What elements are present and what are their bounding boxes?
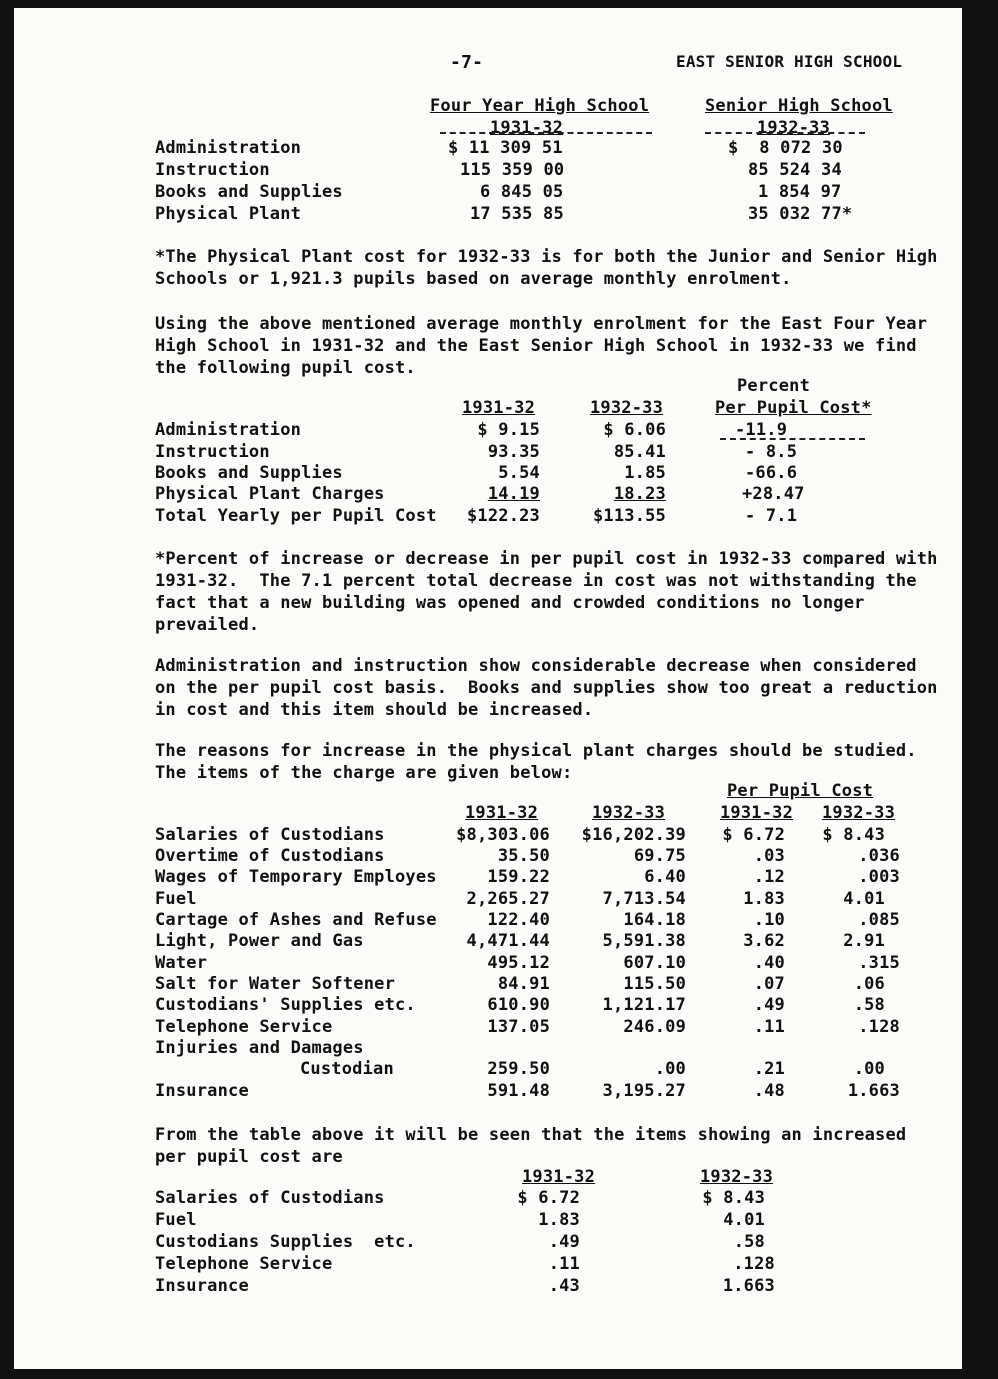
cell-value: .036 — [858, 846, 900, 866]
cell-value: $113.55 — [592, 506, 666, 526]
cell-value: -66.6 — [745, 463, 798, 483]
cell-value: 1 854 97 — [758, 182, 842, 202]
row-label: Telephone Service — [155, 1017, 333, 1037]
cell-value: .128 — [858, 1017, 900, 1037]
row-label: Fuel — [155, 1210, 197, 1230]
cell-value: .00 — [853, 1059, 885, 1079]
row-label: Cartage of Ashes and Refuse — [155, 910, 437, 930]
cell-value: 164.18 — [623, 910, 686, 930]
cell-value: .58 — [733, 1232, 765, 1252]
col-group-per-pupil: Per Pupil Cost — [727, 781, 874, 801]
cell-value: .03 — [753, 846, 785, 866]
cell-value: .06 — [853, 974, 885, 994]
cell-value: 3,195.27 — [602, 1081, 686, 1101]
cell-value: $ 6.72 — [722, 825, 785, 845]
cell-value: .315 — [858, 953, 900, 973]
cell-value: $ 11 309 51 — [448, 138, 563, 158]
cell-value: $ 6.06 — [603, 420, 666, 440]
cell-value: 35.50 — [497, 846, 550, 866]
cell-value: .12 — [753, 867, 785, 887]
cell-value: .128 — [733, 1254, 775, 1274]
col-header-year-1: 1931-32 — [490, 118, 564, 138]
page-number: -7- — [450, 52, 484, 73]
cell-value: 137.05 — [487, 1017, 550, 1037]
col-header-per-pupil: Per Pupil Cost* — [715, 398, 872, 418]
cell-value: 607.10 — [623, 953, 686, 973]
scan-edge-right — [962, 0, 998, 1379]
row-label: Books and Supplies — [155, 463, 343, 483]
col-header-year-3: 1931-32 — [720, 803, 794, 823]
cell-value: 3.62 — [743, 931, 785, 951]
cell-value: 7,713.54 — [602, 889, 686, 909]
cell-value: 6.40 — [644, 867, 686, 887]
scan-edge-left — [0, 0, 14, 1379]
cell-value: 69.75 — [633, 846, 686, 866]
cell-value: 6 845 05 — [480, 182, 564, 202]
col-header-year-1: 1931-32 — [462, 398, 536, 418]
cell-value: $ 8.43 — [822, 825, 885, 845]
row-label: Injuries and Damages — [155, 1038, 364, 1058]
cell-value: 18.23 — [613, 484, 666, 504]
col-header-year-1: 1931-32 — [522, 1167, 596, 1187]
cell-value: .43 — [548, 1276, 580, 1296]
cell-value: 122.40 — [487, 910, 550, 930]
col-header-percent: Percent — [737, 376, 811, 396]
cell-value: .49 — [548, 1232, 580, 1252]
cell-value: 1.85 — [624, 463, 666, 483]
cell-value: 17 535 85 — [470, 204, 564, 224]
cell-value: 495.12 — [487, 953, 550, 973]
dashed-rule — [440, 122, 652, 134]
cell-value: .11 — [548, 1254, 580, 1274]
cell-value: 14.19 — [487, 484, 540, 504]
row-label: Fuel — [155, 889, 197, 909]
cell-value: 35 032 77* — [748, 204, 853, 224]
cell-value: .48 — [753, 1081, 785, 1101]
row-label: Administration — [155, 138, 302, 158]
cell-value: 93.35 — [487, 442, 540, 462]
row-label: Physical Plant Charges — [155, 484, 385, 504]
cell-value: 4.01 — [843, 889, 885, 909]
row-label: Salt for Water Softener — [155, 974, 396, 994]
cell-value: $ 8 072 30 — [728, 138, 843, 158]
cell-value: 1.83 — [743, 889, 785, 909]
col-header-year-1: 1931-32 — [465, 803, 539, 823]
cell-value: - 8.5 — [745, 442, 798, 462]
cell-value: 85.41 — [613, 442, 666, 462]
row-label: Total Yearly per Pupil Cost — [155, 506, 437, 526]
row-label: Books and Supplies — [155, 182, 343, 202]
cell-value: +28.47 — [742, 484, 805, 504]
scan-edge-bottom — [0, 1369, 998, 1379]
cell-value: .07 — [753, 974, 785, 994]
row-label: Salaries of Custodians — [155, 1188, 385, 1208]
cell-value: 84.91 — [497, 974, 550, 994]
col-header-year-2: 1932-33 — [592, 803, 666, 823]
cell-value: 610.90 — [487, 995, 550, 1015]
dashed-rule — [720, 430, 865, 440]
row-label: Light, Power and Gas — [155, 931, 364, 951]
cell-value: 591.48 — [487, 1081, 550, 1101]
footnote-percent: *Percent of increase or decrease in per pupil cost in 1932-33 compared with 1931-32. The 7.1 percent total decrease in cost was not withstanding the fact that a new building was opened and crowded conditions no longer prevailed. — [155, 549, 949, 635]
cell-value: 5.54 — [498, 463, 540, 483]
cell-value: .11 — [753, 1017, 785, 1037]
paragraph-admin-instruction: Administration and instruction show considerable decrease when considered on the per pupil cost basis. Books and supplies show too great a reduction in cost and this item should be increased. — [155, 656, 949, 720]
cell-value: .40 — [753, 953, 785, 973]
dashed-rule — [705, 122, 865, 134]
scan-edge-top — [0, 0, 998, 8]
cell-value: .21 — [753, 1059, 785, 1079]
row-label: Custodians Supplies etc. — [155, 1232, 416, 1252]
cell-value: .10 — [753, 910, 785, 930]
paragraph-increased-items: From the table above it will be seen that the items showing an increased per pupil cost are — [155, 1125, 917, 1167]
cell-value: -11.9 — [735, 420, 788, 440]
row-label: Instruction — [155, 442, 270, 462]
paragraph-physical-plant: The reasons for increase in the physical plant charges should be studied. The items of the charge are given below: — [155, 741, 928, 783]
cell-value: 1.663 — [847, 1081, 900, 1101]
row-label: Insurance — [155, 1081, 249, 1101]
cell-value: 259.50 — [487, 1059, 550, 1079]
cell-value: 115.50 — [623, 974, 686, 994]
paragraph-pupil-cost-intro: Using the above mentioned average monthly enrolment for the East Four Year High School in 1931-32 and the East Senior High School in 1932-33 we find the following pupil cost. — [155, 314, 938, 378]
cell-value: .58 — [853, 995, 885, 1015]
col-header-senior: Senior High School — [705, 96, 893, 116]
cell-value: 4,471.44 — [466, 931, 550, 951]
cell-value: 2,265.27 — [466, 889, 550, 909]
cell-value: .00 — [654, 1059, 686, 1079]
cell-value: 115 359 00 — [460, 160, 565, 180]
row-label: Salaries of Custodians — [155, 825, 385, 845]
cell-value: 85 524 34 — [748, 160, 842, 180]
cell-value: 1.83 — [538, 1210, 580, 1230]
row-label: Custodians' Supplies etc. — [155, 995, 416, 1015]
col-header-four-year: Four Year High School — [430, 96, 650, 116]
row-label: Water — [155, 953, 208, 973]
footnote-physical-plant: *The Physical Plant cost for 1932-33 is for both the Junior and Senior High Schools or 1,921.3 pupils based on average monthly enrolment. — [155, 247, 949, 289]
col-header-year-4: 1932-33 — [822, 803, 896, 823]
col-header-year-2: 1932-33 — [590, 398, 664, 418]
col-header-year-2: 1932-33 — [700, 1167, 774, 1187]
row-label: Instruction — [155, 160, 270, 180]
cell-value: 1.663 — [722, 1276, 775, 1296]
col-header-year-2: 1932-33 — [757, 118, 831, 138]
row-label: Telephone Service — [155, 1254, 333, 1274]
cell-value: - 7.1 — [745, 506, 798, 526]
cell-value: 4.01 — [723, 1210, 765, 1230]
row-label: Overtime of Custodians — [155, 846, 385, 866]
cell-value: 246.09 — [623, 1017, 686, 1037]
cell-value: $ 8.43 — [702, 1188, 765, 1208]
cell-value: $16,202.39 — [581, 825, 686, 845]
row-label: Physical Plant — [155, 204, 302, 224]
row-label: Insurance — [155, 1276, 249, 1296]
cell-value: 159.22 — [487, 867, 550, 887]
row-label: Administration — [155, 420, 302, 440]
cell-value: 1,121.17 — [602, 995, 686, 1015]
row-label: Wages of Temporary Employes — [155, 867, 437, 887]
cell-value: $8,303.06 — [456, 825, 550, 845]
cell-value: .085 — [858, 910, 900, 930]
cell-value: .003 — [858, 867, 900, 887]
cell-value: $122.23 — [466, 506, 540, 526]
cell-value: $ 9.15 — [477, 420, 540, 440]
cell-value: 2.91 — [843, 931, 885, 951]
cell-value: .49 — [753, 995, 785, 1015]
school-name: EAST SENIOR HIGH SCHOOL — [676, 52, 903, 71]
cell-value: 5,591.38 — [602, 931, 686, 951]
row-label: Custodian — [300, 1059, 394, 1079]
cell-value: $ 6.72 — [517, 1188, 580, 1208]
